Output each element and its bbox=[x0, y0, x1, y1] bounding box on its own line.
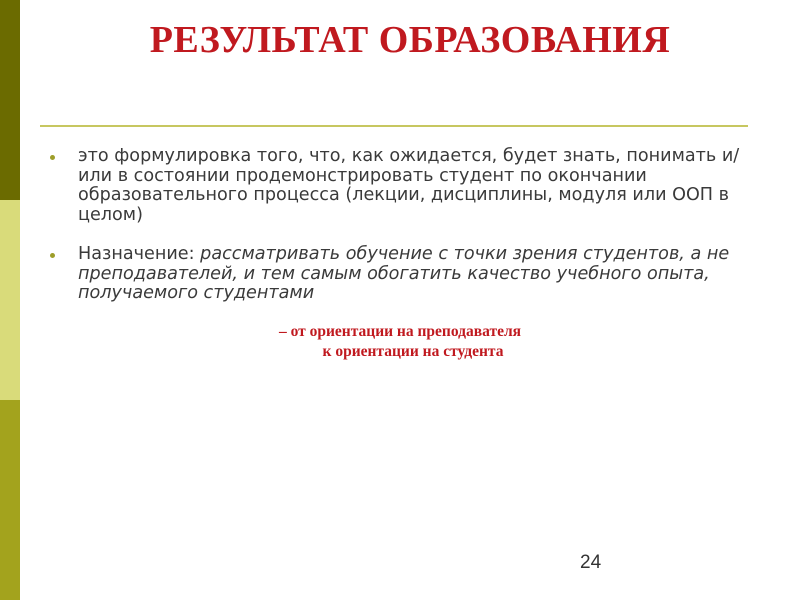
page-number: 24 bbox=[580, 552, 602, 573]
title-divider bbox=[40, 125, 748, 127]
purpose-text: рассматривать обучение с точки зрения студентов, а не преподавателей, и тем самым обогатить качество учебного опыта, получаемого студентами bbox=[78, 244, 730, 303]
side-bar-segment-light bbox=[0, 200, 20, 400]
bullet-item-purpose bbox=[42, 245, 742, 304]
side-bar-segment-medium bbox=[0, 400, 20, 600]
purpose-label: Назначение: bbox=[78, 244, 201, 264]
bullet-dot-icon bbox=[50, 155, 55, 160]
bullet-item-definition bbox=[42, 147, 742, 225]
definition-text: это формулировка того, что, как ожидается, будет знать, понимать и/или в состоянии продемонстрировать студент по окончании образовательного процесса (лекции, дисциплины, модуля или ООП в целом) bbox=[78, 146, 740, 225]
slide-title: РЕЗУЛЬТАТ ОБРАЗОВАНИЯ bbox=[149, 19, 671, 61]
bullet-dot-icon bbox=[50, 253, 55, 258]
side-bar-segment-dark bbox=[0, 0, 20, 200]
orientation-note-line-1: – от ориентации на преподавателя bbox=[278, 323, 522, 340]
bullet-list bbox=[42, 147, 742, 304]
orientation-note-line-2: к ориентации на студента bbox=[322, 343, 504, 360]
orientation-note bbox=[210, 322, 590, 362]
decorative-side-bar bbox=[0, 0, 20, 600]
